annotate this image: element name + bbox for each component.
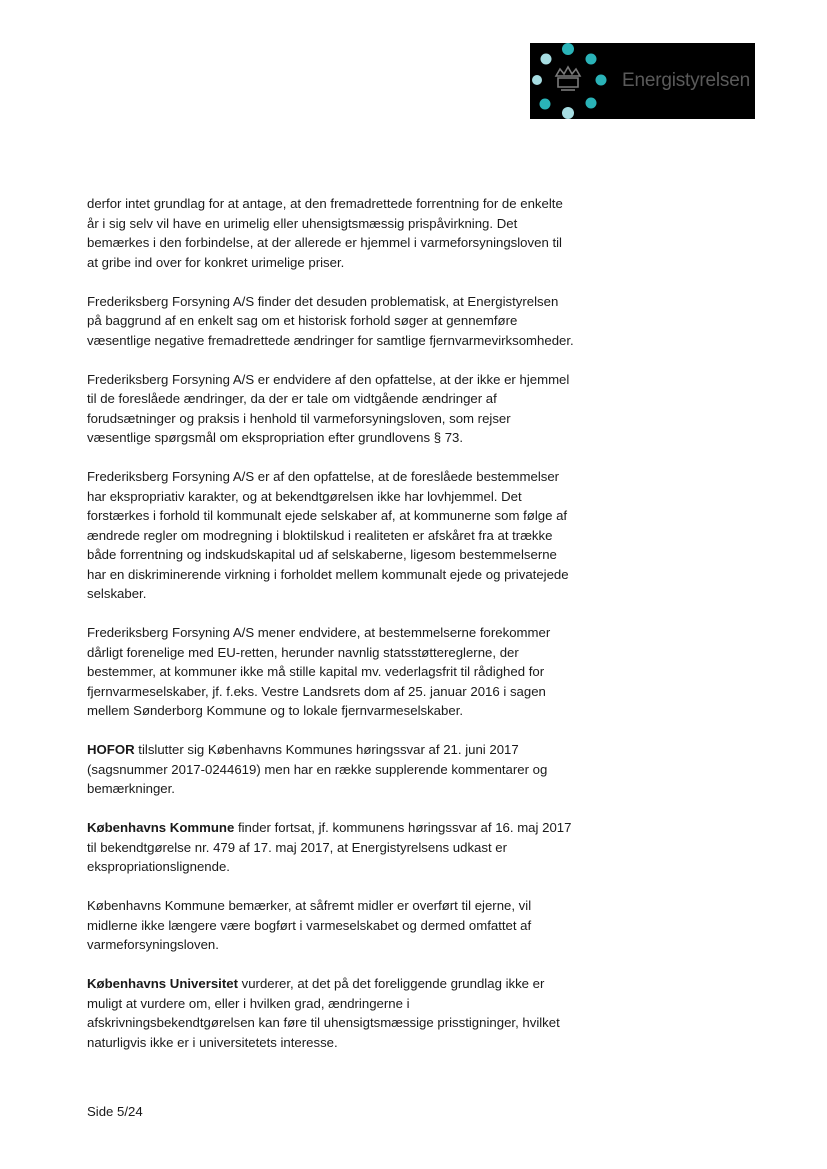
line-text: både forrentning og indskudskapital ud af selskaberne, ligesom bestemmelserne — [87, 547, 557, 562]
energistyrelsen-logo — [530, 43, 755, 119]
line-text: bestemmer, at kommuner ikke må stille kapital mv. vederlagsfrit til rådighed for — [87, 664, 545, 679]
line-text: Frederiksberg Forsyning A/S finder det desuden problematisk, at Energistyrelsen — [87, 293, 559, 309]
line-text: derfor intet grundlag for at antage, at den fremadrettede forrentning for de enkelte — [87, 196, 563, 211]
text-line — [87, 409, 647, 429]
line-text: år i sig selv vil have en urimelig eller uhensigtsmæssig prispåvirkning. Det — [87, 215, 518, 231]
line-text: mellem Sønderborg Kommune og to lokale fjernvarmeselskaber. — [87, 703, 464, 718]
organization-name: Københavns Kommune — [87, 820, 235, 835]
line-text: på baggrund af en enkelt sag om et historisk forhold søger at gennemføre — [87, 313, 518, 328]
paragraph — [87, 194, 647, 272]
text-line — [87, 233, 647, 253]
text-line — [87, 896, 647, 916]
text-line — [87, 857, 647, 877]
line-text: dårligt forenelige med EU-retten, herunder navnlig statsstøttereglerne, der — [87, 644, 519, 660]
text-line — [87, 194, 647, 214]
line-text: har en diskriminerende virkning i forholdet mellem kommunalt ejede og privatejede — [87, 566, 569, 582]
line-text: væsentlige negative fremadrettede ændringer for samtlige fjernvarmevirksomheder. — [87, 332, 574, 348]
text-line — [87, 994, 647, 1014]
line-text: vurderer, at det på det foreliggende grundlag ikke er — [237, 976, 545, 991]
text-line — [87, 974, 647, 994]
text-line — [87, 292, 647, 312]
line-text: Københavns Kommune bemærker, at såfremt midler er overført til ejerne, vil — [87, 898, 532, 913]
text-line — [87, 760, 647, 780]
line-text: til de foreslåede ændringer, da der er tale om vidtgående ændringer af — [87, 391, 497, 406]
line-text: forudsætninger og praksis i henhold til varmeforsyningsloven, som rejser — [87, 410, 511, 426]
paragraph — [87, 623, 647, 721]
text-line — [87, 838, 647, 858]
text-line — [87, 428, 647, 448]
page-number: Side 5/24 — [87, 1104, 143, 1119]
text-line — [87, 311, 647, 331]
text-line — [87, 565, 647, 585]
organization-name: Københavns Universitet — [87, 976, 238, 991]
text-line — [87, 487, 647, 507]
line-text: bemærkninger. — [87, 781, 175, 796]
line-text: varmeforsyningsloven. — [87, 937, 219, 952]
line-text: midlerne ikke længere være bogført i varmeselskabet og dermed omfattet af — [87, 917, 532, 933]
text-line — [87, 545, 647, 565]
paragraph — [87, 740, 647, 799]
text-line — [87, 779, 647, 799]
text-line — [87, 1013, 647, 1033]
line-text: ekspropriationslignende. — [87, 859, 230, 874]
line-text: selskaber. — [87, 586, 147, 601]
line-text: væsentlige spørgsmål om ekspropriation efter grundlovens § 73. — [87, 430, 464, 445]
text-line — [87, 935, 647, 955]
line-text: ændrede regler om modregning i bloktilskud i realiteten er afskåret fra at trække — [87, 527, 553, 543]
text-line — [87, 253, 647, 273]
text-line — [87, 584, 647, 604]
text-line — [87, 623, 647, 643]
line-text: muligt at vurdere om, eller i hvilken grad, ændringerne i — [87, 995, 410, 1011]
document-body — [87, 194, 647, 1072]
org-name: Energistyrelsen — [622, 70, 750, 91]
text-line — [87, 370, 647, 390]
text-line — [87, 506, 647, 526]
line-text: afskrivningsbekendtgørelsen kan føre til uhensigtsmæssige prisstigninger, hvilket — [87, 1015, 560, 1030]
paragraph — [87, 292, 647, 351]
text-line — [87, 1033, 647, 1053]
text-line — [87, 331, 647, 351]
paragraph — [87, 974, 647, 1052]
text-line — [87, 389, 647, 409]
text-line — [87, 214, 647, 234]
line-text: har ekspropriativ karakter, og at bekendtgørelsen ikke har lovhjemmel. Det — [87, 488, 522, 504]
line-text: naturligvis ikke er i universitetets interesse. — [87, 1034, 338, 1050]
line-text: fjernvarmeselskaber, jf. f.eks. Vestre Landsrets dom af 25. januar 2016 i sagen — [87, 683, 546, 699]
line-text: Frederiksberg Forsyning A/S mener endvidere, at bestemmelserne forekommer — [87, 625, 551, 640]
paragraph — [87, 896, 647, 955]
text-line — [87, 643, 647, 663]
line-text: bemærkes i den forbindelse, at der allerede er hjemmel i varmeforsyningsloven til — [87, 235, 562, 250]
line-text: Frederiksberg Forsyning A/S er af den opfattelse, at de foreslåede bestemmelser — [87, 469, 560, 484]
text-line — [87, 467, 647, 487]
line-text: (sagsnummer 2017-0244619) men har en række supplerende kommentarer og — [87, 761, 548, 777]
text-line — [87, 701, 647, 721]
paragraph — [87, 467, 647, 604]
text-line — [87, 682, 647, 702]
line-text: tilslutter sig Københavns Kommunes høringssvar af 21. juni 2017 — [134, 742, 519, 757]
line-text: til bekendtgørelse nr. 479 af 17. maj 2017, at Energistyrelsens udkast er — [87, 839, 508, 855]
line-text: forstærkes i forhold til kommunalt ejede selskaber af, at kommunerne som følge af — [87, 508, 568, 523]
line-text: at gribe ind over for konkret urimelige priser. — [87, 254, 345, 270]
text-line — [87, 740, 647, 760]
line-text: finder fortsat, jf. kommunens høringssvar af 16. maj 2017 — [234, 820, 572, 835]
paragraph — [87, 818, 647, 877]
organization-name: HOFOR — [87, 742, 135, 757]
paragraph — [87, 370, 647, 448]
line-text: Frederiksberg Forsyning A/S er endvidere af den opfattelse, at der ikke er hjemmel — [87, 371, 570, 387]
text-line — [87, 526, 647, 546]
text-line — [87, 662, 647, 682]
text-line — [87, 916, 647, 936]
text-line — [87, 818, 647, 838]
